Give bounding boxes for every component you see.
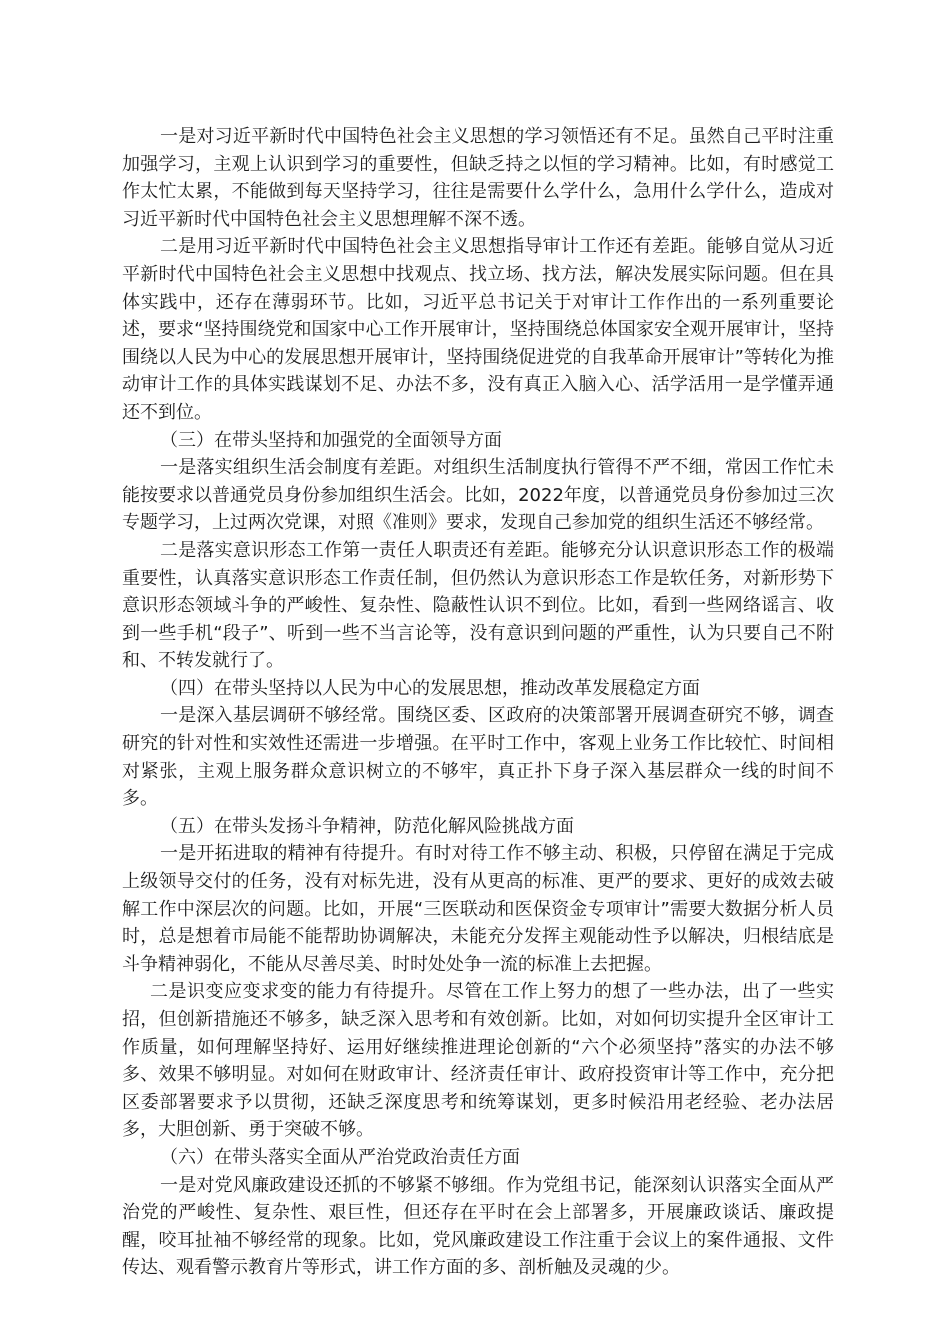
paragraph-party-discipline: 一是对党风廉政建设还抓的不够紧不够细。作为党组书记，能深刻认识落实全面从严治党的严峻性、复杂性、艰巨性，但还存在平时在会上部署多，开展廉政谈话、廉政提醒，咬耳扯袖不够经常的现象。比如，党风廉政建设工作注重于会议上的案件通报、文件传达、观看警示教育片等形式，讲工作方面的多、剖析触及灵魂的少。 bbox=[122, 1174, 834, 1279]
section-heading-5: （五）在带头发扬斗争精神，防范化解风险挑战方面 bbox=[160, 815, 574, 837]
paragraph-ideology-responsibility: 二是落实意识形态工作第一责任人职责还有差距。能够充分认识意识形态工作的极端重要性，认真落实意识形态工作责任制，但仍然认为意识形态工作是软任务，对新形势下意识形态领域斗争的严峻性、复杂性、隐蔽性认识不到位。比如，看到一些网络谣言、收到一些手机“段子”、听到一些不当言论等，没有意识到问题的严重性，认为只要自己不附和、不转发就行了。 bbox=[122, 539, 834, 672]
paragraph-grassroots-research: 一是深入基层调研不够经常。围绕区委、区政府的决策部署开展调查研究不够，调查研究的针对性和实效性还需进一步增强。在平时工作中，客观上业务工作比较忙、时间相对紧张，主观上服务群众意识树立的不够牢，真正扑下身子深入基层群众一线的时间不多。 bbox=[122, 705, 834, 810]
paragraph-adaptability: 二是识变应变求变的能力有待提升。尽管在工作上努力的想了一些办法，出了一些实招，但创新措施还不够多，缺乏深入思考和有效创新。比如，对如何切实提升全区审计工作质量，如何理解坚持好、运用好继续推进理论创新的“六个必须坚持”落实的办法不够多、效果不够明显。对如何在财政审计、经济责任审计、政府投资审计等工作中，充分把区委部署要求予以贯彻，还缺乏深度思考和统筹谋划，更多时候沿用老经验、老办法居多，大胆创新、勇于突破不够。 bbox=[122, 981, 834, 1141]
paragraph-organization-life: 一是落实组织生活会制度有差距。对组织生活制度执行管得不严不细，常因工作忙未能按要求以普通党员身份参加组织生活会。比如，2022年度，以普通党员身份参加过三次专题学习，上过两次党课，对照《准则》要求，发现自己参加党的组织生活还不够经常。 bbox=[122, 457, 834, 534]
paragraph-audit-guidance-gap: 二是用习近平新时代中国特色社会主义思想指导审计工作还有差距。能够自觉从习近平新时代中国特色社会主义思想中找观点、找立场、找方法，解决发展实际问题。但在具体实践中，还存在薄弱环节。比如，习近平总书记关于对审计工作作出的一系列重要论述，要求“坚持围绕党和国家中心工作开展审计，坚持围绕总体国家安全观开展审计，坚持围绕以人民为中心的发展思想开展审计，坚持围绕促进党的自我革命开展审计”等转化为推动审计工作的具体实践谋划不足、办法不多，没有真正入脑入心、活学活用一是学懂弄通还不到位。 bbox=[122, 236, 834, 423]
section-heading-6: （六）在带头落实全面从严治党政治责任方面 bbox=[160, 1146, 520, 1168]
paragraph-study-insufficient: 一是对习近平新时代中国特色社会主义思想的学习领悟还有不足。虽然自己平时注重加强学习，主观上认识到学习的重要性，但缺乏持之以恒的学习精神。比如，有时感觉工作太忙太累，不能做到每天坚持学习，往往是需要什么学什么，急用什么学什么，造成对习近平新时代中国特色社会主义思想理解不深不透。 bbox=[122, 126, 834, 230]
section-heading-3: （三）在带头坚持和加强党的全面领导方面 bbox=[160, 429, 502, 451]
paragraph-pioneering-spirit: 一是开拓进取的精神有待提升。有时对待工作不够主动、积极，只停留在满足于完成上级领导交付的任务，没有对标先进，没有从更高的标准、更严的要求、更好的成效去破解工作中深层次的问题。比如，开展“三医联动和医保资金专项审计”需要大数据分析人员时，总是想着市局能不能帮助协调解决，未能充分发挥主观能动性予以解决，归根结底是斗争精神弱化，不能从尽善尽美、时时处处争一流的标准上去把握。 bbox=[122, 843, 834, 975]
document-body bbox=[122, 123, 834, 1282]
section-heading-4: （四）在带头坚持以人民为中心的发展思想，推动改革发展稳定方面 bbox=[160, 677, 700, 699]
